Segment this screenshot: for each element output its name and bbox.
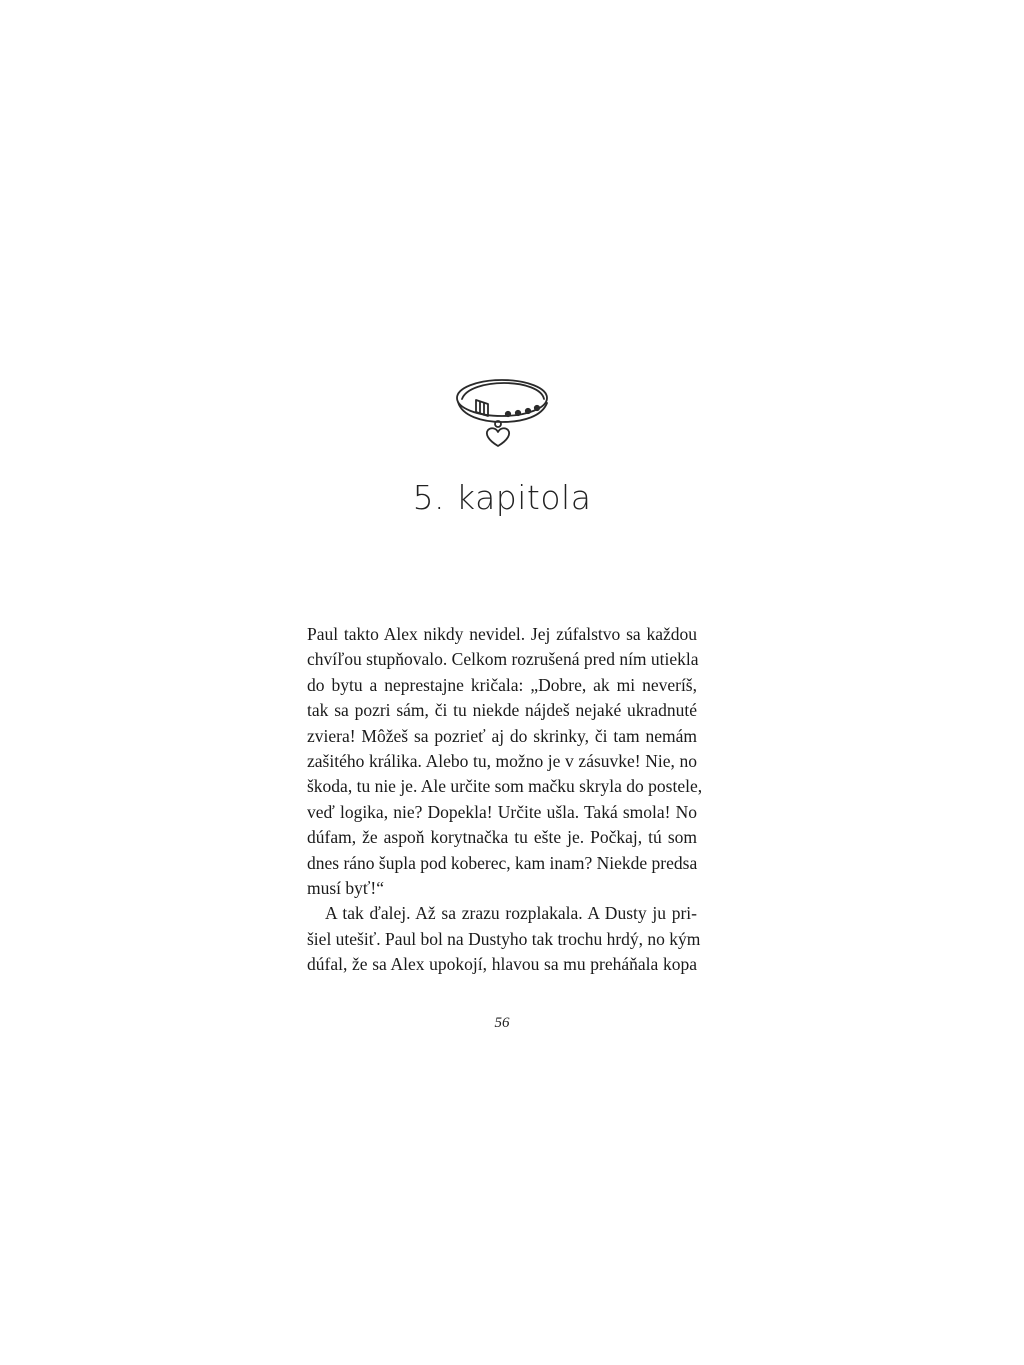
text-line: Paul takto Alex nikdy nevidel. Jej zúfalstvo sa každou: [307, 624, 697, 644]
paragraph: [307, 901, 701, 977]
text-line: škoda, tu nie je. Ale určite som mačku skryla do postele,: [307, 776, 703, 797]
text-line: dúfal, že sa Alex upokojí, hlavou sa mu preháňala kopa: [307, 954, 697, 975]
text-line: A tak ďalej. Až sa zrazu rozplakala. A Dusty ju pri-: [325, 903, 697, 924]
text-line: do bytu a neprestajne kričala: „Dobre, ak mi neveríš,: [307, 674, 697, 695]
text-line: tak sa pozri sám, či tu niekde nájdeš nejaké ukradnuté: [307, 700, 697, 721]
text-line: musí byť!“: [307, 877, 384, 898]
paragraph: [307, 622, 703, 901]
text-line: dnes ráno šupla pod koberec, kam inam? Niekde predsa: [307, 852, 698, 873]
chapter-title: 5. kapitola: [412, 478, 592, 517]
text-line: zviera! Môžeš sa pozrieť aj do skrinky, či tam nemám: [307, 725, 697, 746]
chapter-body: [307, 622, 703, 977]
text-line: chvíľou stupňovalo. Celkom rozrušená pred ním utiekla: [307, 649, 699, 670]
text-line: zašitého králika. Alebo tu, možno je v zásuvke! Nie, no: [307, 750, 697, 771]
text-line: šiel utešiť. Paul bol na Dustyho tak trochu hrdý, no kým: [307, 928, 701, 949]
collar-with-heart-tag-icon: [452, 372, 556, 452]
text-line: dúfam, že aspoň korytnačka tu ešte je. Počkaj, tú som: [307, 827, 697, 848]
page-number: 56: [494, 1015, 510, 1031]
text-line: veď logika, nie? Dopekla! Určite ušla. Taká smola! No: [307, 801, 697, 822]
